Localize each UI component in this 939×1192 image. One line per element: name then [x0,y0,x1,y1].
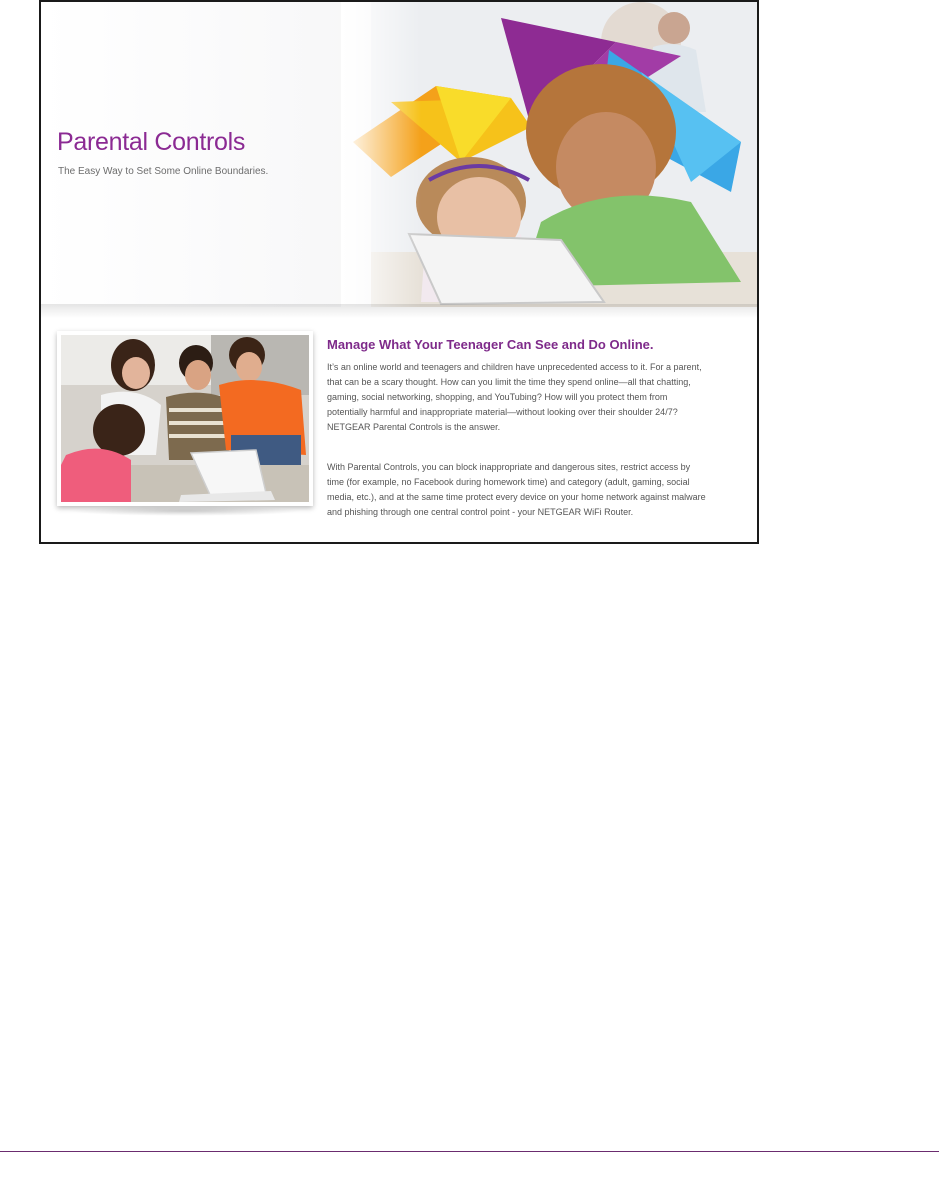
hero-banner [41,2,757,307]
teens-photo-card [57,331,313,506]
page-subtitle: The Easy Way to Set Some Online Boundaries. [58,166,269,177]
hero-divider-shadow [41,304,757,318]
parental-controls-panel [39,0,759,544]
page-title: Parental Controls [57,128,246,156]
photo-card-shadow [67,506,303,516]
section-heading: Manage What Your Teenager Can See and Do Online. [327,337,654,352]
features-paragraph: With Parental Controls, you can block inappropriate and dangerous sites, restrict access by time (for example, no Facebook during homework time) and category (adult, gaming, social media, etc.), and at the same time protect every device on your home network against malware and phishing through one central control point - your NETGEAR WiFi Router. [327,462,706,517]
footer-divider [0,1151,939,1152]
intro-paragraph: It’s an online world and teenagers and children have unprecedented access to it. For a parent, that can be a scary thought. How can you limit the time they spend online—all that chatting, gaming, social networking, shopping, and YouTubing? How will you protect them from potentially harmful and inappropriate material—without looking over their shoulder 24/7? NETGEAR Parental Controls is the answer. [327,362,702,432]
teens-laptop-photo [61,335,309,502]
